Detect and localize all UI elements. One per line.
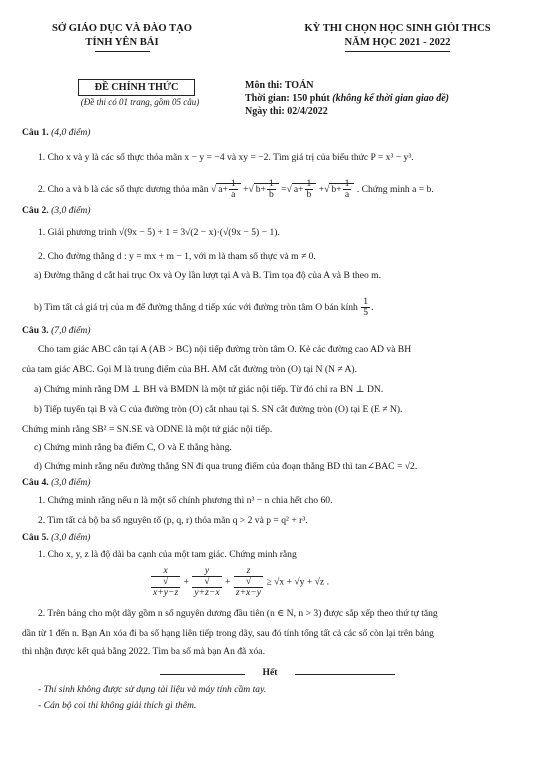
province-name: TỈNH YÊN BÁI	[85, 36, 159, 48]
q5-part2-line2: dần từ 1 đến n. Bạn An xóa đi ba số hạng liên tiếp trong dãy, sau đó tính tổng tất cả các số còn lại trên bảng	[22, 628, 434, 639]
divider	[295, 674, 395, 675]
q5-part2-line3: thì nhận được kết quả bằng 2022. Tìm ba số mà bạn An đã xóa.	[22, 646, 265, 657]
end-label: Hết	[262, 667, 278, 678]
q1-heading	[22, 127, 527, 139]
divider	[345, 51, 450, 52]
q5-inequality-rhs: ≥ √x + √y + √z .	[266, 576, 329, 588]
footer-note-2: - Cán bộ coi thi không giải thích gì thêm.	[38, 700, 197, 711]
q4-heading	[22, 477, 527, 489]
q1-part2-end: . Chứng minh a = b.	[356, 183, 434, 195]
divider	[95, 51, 150, 52]
q2-part1: 1. Giải phương trình √(9x − 5) + 1 = 3√(2 − x)·(√(9x − 5) − 1).	[38, 227, 280, 238]
divider	[160, 674, 245, 675]
q5-part1: 1. Cho x, y, z là độ dài ba cạnh của một tam giác. Chứng minh rằng	[38, 549, 297, 560]
q2-part-a: a) Đường thẳng d cắt hai trục Ox và Oy lần lượt tại A và B. Tìm tọa độ của A và B theo m.	[34, 270, 382, 281]
q3-part-b: b) Tiếp tuyến tại B và C của đường tròn (O) cắt nhau tại S. SN cắt đường tròn (O) tại E (E ≠ N).	[34, 404, 403, 415]
radius-den: 5	[363, 307, 369, 319]
q3-title: Câu 3.	[22, 325, 49, 336]
q1-part1: 1. Cho x và y là các số thực thỏa mãn x − y = −4 và xy = −2. Tìm giá trị của biểu thức P = x³ − y³.	[38, 152, 414, 163]
q5-inequality: x √ x+y−z + y √ y+z−x + z √ z+x−y ≥ √x + √y + √z .	[153, 565, 329, 599]
header-right	[255, 22, 540, 50]
radius-num: 1	[363, 296, 369, 307]
q2-part-b-text: b) Tìm tất cả giá trị của m để đường thẳng d tiếp xúc với đường tròn tâm O bán kính	[34, 301, 358, 313]
official-badge: ĐỀ CHÍNH THỨC	[78, 79, 195, 96]
q3-part-b2: Chứng minh rằng SB² = SN.SE và ODNE là một tứ giác nội tiếp.	[22, 424, 273, 435]
q3-line2: của tam giác ABC. Gọi M là trung điểm của BH. AM cắt đường tròn (O) tại N (N ≠ A).	[22, 364, 358, 375]
q5-heading	[22, 532, 527, 544]
time-note: (không kể thời gian giao đề)	[332, 93, 449, 104]
q3-line1: Cho tam giác ABC cân tại A (AB > BC) nội tiếp đường tròn tâm O. Kẻ các đường cao AD và BH	[38, 344, 412, 355]
q1-title: Câu 1.	[22, 127, 49, 138]
q3-points: (7,0 điểm)	[51, 325, 91, 336]
radius-fraction	[361, 297, 370, 318]
q4-points: (3,0 điểm)	[51, 477, 91, 488]
q5-part2-line1: 2. Trên bảng cho một dãy gồm n số nguyên dương đầu tiên (n ∈ N, n > 3) được sắp xếp theo thứ tự tăng	[38, 608, 438, 619]
q1-part2-text: 2. Cho a và b là các số thực dương thỏa mãn	[38, 183, 209, 195]
q3-part-a: a) Chứng minh rằng DM ⊥ BH và BMDN là một tứ giác nội tiếp. Từ đó chỉ ra BN ⊥ DN.	[34, 384, 384, 395]
q3-part-c: c) Chứng minh rằng ba điểm C, O và E thẳng hàng.	[34, 442, 232, 453]
q1-points: (4,0 điểm)	[51, 127, 91, 138]
time: Thời gian: 150 phút	[245, 93, 330, 104]
subject: Môn thi: TOÁN	[245, 80, 314, 91]
exam-date: Ngày thi: 02/4/2022	[245, 106, 328, 117]
q3-part-d: d) Chứng minh rằng nếu đường thẳng SN đi qua trung điểm của đoạn thẳng BD thì tan∠BAC = √2.	[34, 461, 418, 472]
q3-heading	[22, 325, 527, 337]
q4-part2: 2. Tìm tất cả bộ ba số nguyên tố (p, q, r) thỏa mãn q > 2 và p = q² + r³.	[38, 515, 308, 526]
exam-note: (Đề thi có 01 trang, gồm 05 câu)	[80, 97, 200, 107]
q2-points: (3,0 điểm)	[51, 205, 91, 216]
q2-title: Câu 2.	[22, 205, 49, 216]
department-name: SỞ GIÁO DỤC VÀ ĐÀO TẠO	[52, 23, 192, 34]
q1-part2	[38, 179, 543, 200]
q5-points: (3,0 điểm)	[51, 532, 91, 543]
q2-heading	[22, 205, 527, 217]
header-left	[22, 22, 222, 50]
exam-title: KỲ THI CHỌN HỌC SINH GIỎI THCS	[304, 23, 491, 34]
q4-part1: 1. Chứng minh rằng nếu n là một số chính phương thì n³ − n chia hết cho 60.	[38, 495, 333, 506]
q5-title: Câu 5.	[22, 532, 49, 543]
school-year: NĂM HỌC 2021 - 2022	[344, 36, 451, 48]
q1-formula: √ a+ $\frac{1}{a}$ +√ b+ $\frac{1}{b}$ =√ a+ $\frac{1}{b}$ +√ b+ $\frac{1}{a}$	[211, 183, 357, 195]
footer-note-1: - Thí sinh không được sử dụng tài liệu và máy tính cầm tay.	[38, 684, 267, 695]
q4-title: Câu 4.	[22, 477, 49, 488]
q2-part-b: b) Tìm tất cả giá trị của m để đường thẳng d tiếp xúc với đường tròn tâm O bán kính $\frac{1}{5}$ .	[34, 296, 374, 319]
q2-part2: 2. Cho đường thẳng d : y = mx + m − 1, với m là tham số thực và m ≠ 0.	[38, 251, 316, 262]
time-row	[245, 93, 449, 106]
